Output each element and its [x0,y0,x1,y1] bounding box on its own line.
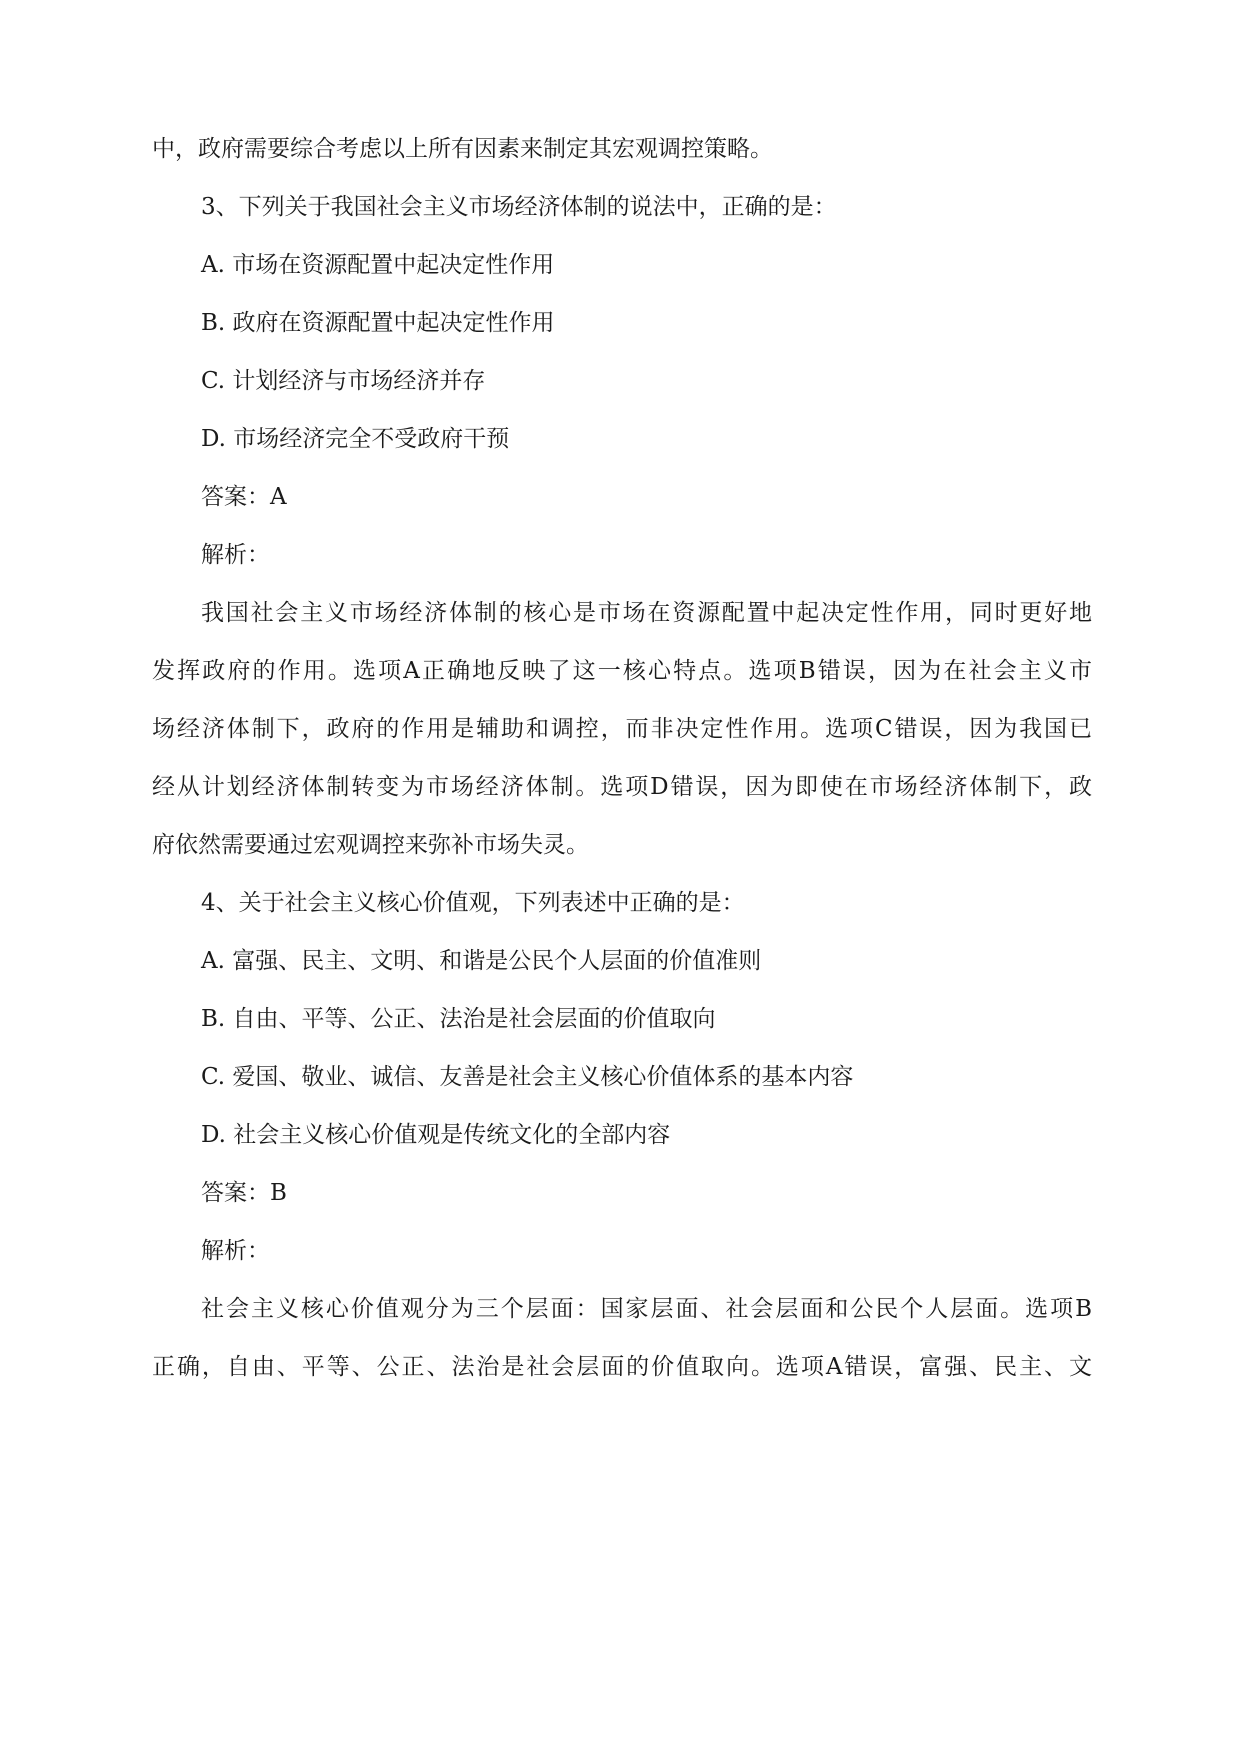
q4-option-d: D. 社会主义核心价值观是传统文化的全部内容 [201,1122,671,1148]
q4-option-b: B. 自由、平等、公正、法治是社会层面的价值取向 [201,1006,716,1032]
q3-analysis-line: 我国社会主义市场经济体制的核心是市场在资源配置中起决定性作用，同时更好地 [201,600,1092,626]
q3-question: 3、下列关于我国社会主义市场经济体制的说法中，正确的是： [201,194,837,220]
q4-analysis-line: 正确，自由、平等、公正、法治是社会层面的价值取向。选项A错误，富强、民主、文 [152,1354,1092,1380]
q3-option-a: A. 市场在资源配置中起决定性作用 [201,252,555,278]
q3-analysis-line: 经从计划经济体制转变为市场经济体制。选项D错误，因为即使在市场经济体制下，政 [152,774,1092,800]
q4-analysis-label: 解析： [201,1238,270,1264]
q4-question: 4、关于社会主义核心价值观，下列表述中正确的是： [201,890,745,916]
q3-option-d: D. 市场经济完全不受政府干预 [201,426,510,452]
q4-option-a: A. 富强、民主、文明、和谐是公民个人层面的价值准则 [201,948,762,974]
q3-option-c: C. 计划经济与市场经济并存 [201,368,486,394]
q3-answer: 答案：A [201,484,287,510]
q3-option-b: B. 政府在资源配置中起决定性作用 [201,310,555,336]
q4-analysis-line: 社会主义核心价值观分为三个层面：国家层面、社会层面和公民个人层面。选项B [201,1296,1092,1322]
q3-analysis-line: 府依然需要通过宏观调控来弥补市场失灵。 [152,832,589,858]
q3-analysis-label: 解析： [201,542,270,568]
q3-analysis-line: 发挥政府的作用。选项A正确地反映了这一核心特点。选项B错误，因为在社会主义市 [152,658,1092,684]
q4-option-c: C. 爱国、敬业、诚信、友善是社会主义核心价值体系的基本内容 [201,1064,854,1090]
q3-analysis-line: 场经济体制下，政府的作用是辅助和调控，而非决定性作用。选项C错误，因为我国已 [152,716,1092,742]
q4-answer: 答案：B [201,1180,287,1206]
intro-tail-line: 中，政府需要综合考虑以上所有因素来制定其宏观调控策略。 [152,136,773,162]
